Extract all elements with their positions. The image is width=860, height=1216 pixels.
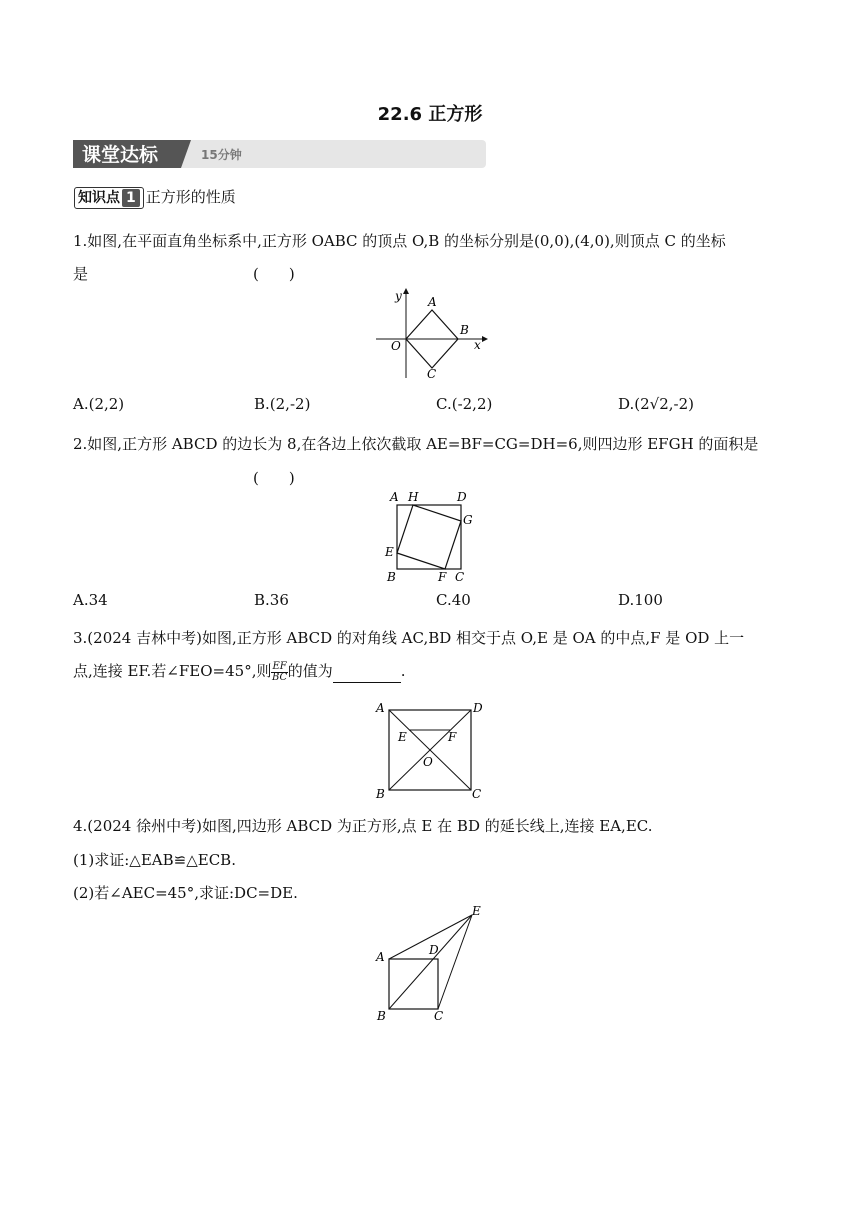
q4-label-A: A bbox=[376, 950, 385, 964]
q2-label-D: D bbox=[457, 490, 467, 504]
knowledge-point-text: 正方形的性质 bbox=[145, 188, 236, 206]
q2-label-A: A bbox=[390, 490, 399, 504]
q3-line2: 点,连接 EF.若∠FEO=45°,则 $\frac{EF}{BC}$ 的值为 . bbox=[73, 660, 406, 683]
page-title: 22.6 正方形 bbox=[377, 104, 483, 125]
q3-label-O: O bbox=[423, 755, 433, 769]
q1-label-C: C bbox=[427, 367, 437, 380]
knowledge-point-label: 知识点 1 bbox=[74, 187, 144, 209]
q3-label-D: D bbox=[473, 701, 483, 715]
q1-label-O: O bbox=[391, 339, 401, 353]
q4-label-B: B bbox=[377, 1009, 386, 1023]
q2-label-F: F bbox=[438, 570, 447, 584]
q2-option-a: A.34 bbox=[73, 591, 108, 609]
q1-line1: 1.如图,在平面直角坐标系中,正方形 OABC 的顶点 O,B 的坐标分别是(0,0),(4,0),则顶点 C 的坐标 bbox=[73, 232, 726, 250]
banner-time: 15分钟 bbox=[201, 148, 242, 162]
q2-label-H: H bbox=[408, 490, 419, 504]
q2-option-d: D.100 bbox=[618, 591, 663, 609]
q1-option-c: C.(-2,2) bbox=[436, 395, 493, 413]
q3-label-F: F bbox=[448, 730, 457, 744]
q4-label-E: E bbox=[472, 904, 481, 918]
q2-option-c: C.40 bbox=[436, 591, 471, 609]
q1-option-d: D.(2√2,-2) bbox=[618, 395, 694, 413]
knowledge-point-number: 1 bbox=[122, 189, 140, 207]
q1-figure bbox=[374, 288, 488, 380]
q2-option-b: B.36 bbox=[254, 591, 289, 609]
q2-label-G: G bbox=[463, 513, 473, 527]
q1-label-y: y bbox=[395, 289, 402, 303]
q2-figure bbox=[384, 488, 476, 584]
section-banner bbox=[73, 138, 486, 169]
q2-paren: ( ) bbox=[253, 469, 295, 487]
q1-option-a: A.(2,2) bbox=[73, 395, 125, 413]
q4-label-C: C bbox=[434, 1009, 444, 1023]
q4-part2: (2)若∠AEC=45°,求证:DC=DE. bbox=[73, 884, 298, 902]
q3-fraction: $\frac{EF}{BC}$ bbox=[272, 660, 288, 683]
q3-figure bbox=[372, 698, 488, 802]
banner-label: 课堂达标 bbox=[82, 144, 159, 166]
q3-label-E: E bbox=[398, 730, 407, 744]
knowledge-point-header bbox=[74, 186, 236, 208]
q1-label-B: B bbox=[460, 323, 469, 337]
q4-line1: 4.(2024 徐州中考)如图,四边形 ABCD 为正方形,点 E 在 BD 的延长线上,连接 EA,EC. bbox=[73, 817, 653, 835]
q3-answer-blank[interactable] bbox=[333, 668, 401, 683]
q3-label-C: C bbox=[472, 787, 482, 801]
q2-line1: 2.如图,正方形 ABCD 的边长为 8,在各边上依次截取 AE=BF=CG=DH=6,则四边形 EFGH 的面积是 bbox=[73, 435, 759, 453]
q3-label-A: A bbox=[376, 701, 385, 715]
q1-label-x: x bbox=[474, 338, 481, 352]
q1-paren: ( ) bbox=[253, 265, 295, 283]
q4-figure bbox=[372, 904, 488, 1026]
q4-part1: (1)求证:△EAB≌△ECB. bbox=[73, 851, 236, 869]
q2-label-E: E bbox=[385, 545, 394, 559]
q3-label-B: B bbox=[376, 787, 385, 801]
q4-label-D: D bbox=[429, 943, 439, 957]
q2-label-C: C bbox=[455, 570, 465, 584]
q1-label-A: A bbox=[428, 295, 437, 309]
q1-option-b: B.(2,-2) bbox=[254, 395, 311, 413]
q2-label-B: B bbox=[387, 570, 396, 584]
q3-line1: 3.(2024 吉林中考)如图,正方形 ABCD 的对角线 AC,BD 相交于点 O,E 是 OA 的中点,F 是 OD 上一 bbox=[73, 629, 745, 647]
q1-line2: 是 bbox=[73, 265, 89, 283]
